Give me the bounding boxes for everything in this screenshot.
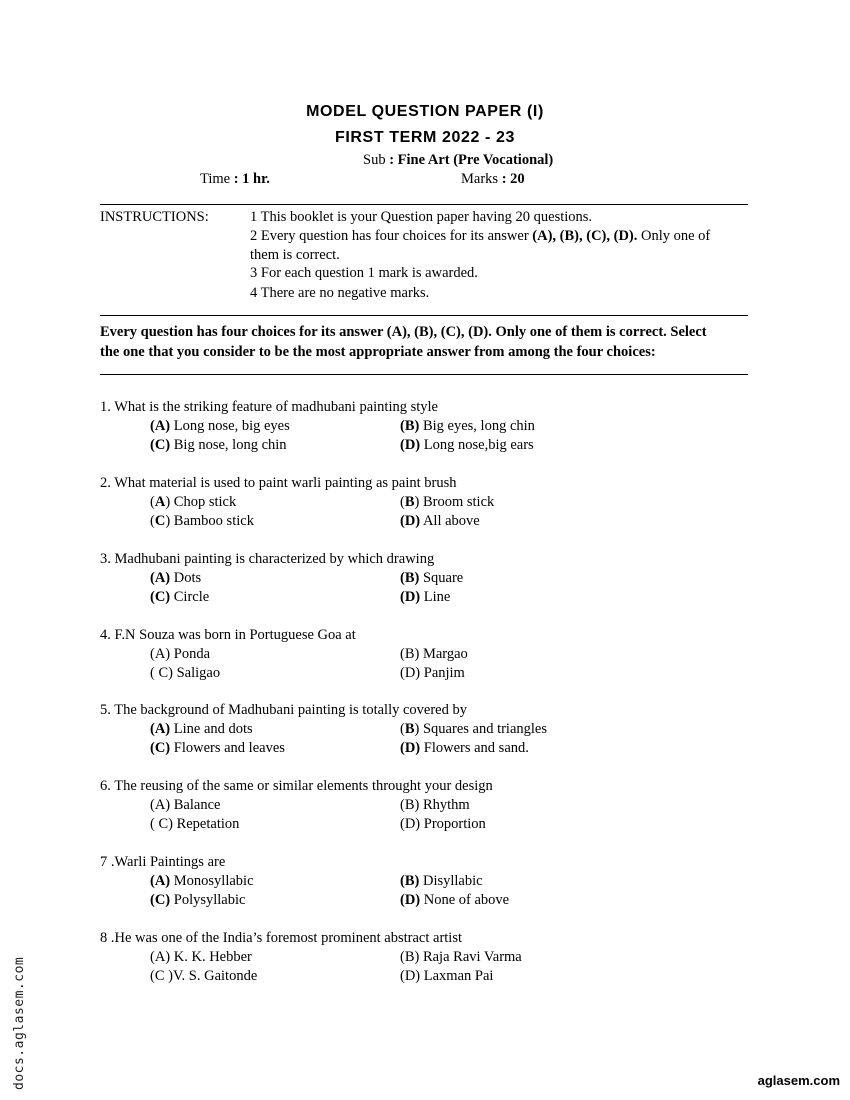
option-key: (B): [400, 570, 420, 586]
option-row: [100, 739, 750, 758]
option-a: [150, 872, 254, 891]
option-row: [100, 815, 750, 834]
option-key: (A): [150, 873, 171, 889]
option-d: [400, 512, 480, 531]
question-6: [100, 777, 750, 834]
option-text: None of above: [420, 892, 510, 908]
option-c: (C )V. S. Gaitonde: [150, 968, 258, 984]
option-row: [100, 872, 750, 891]
option-b: [400, 569, 463, 588]
option-text: Broom stick: [419, 494, 495, 510]
option-d: [400, 436, 534, 455]
time-label: Time: [200, 171, 231, 187]
option-b: (B) Raja Ravi Varma: [400, 949, 522, 965]
option-text: Flowers and leaves: [170, 740, 285, 756]
option-key: (C): [150, 740, 171, 756]
option-d: (D) Panjim: [400, 665, 465, 681]
paper-title: MODEL QUESTION PAPER (I): [306, 103, 544, 120]
question-5: [100, 701, 750, 758]
option-paren: ): [414, 721, 420, 737]
marks-label: Marks: [461, 171, 499, 187]
option-paren: (: [400, 494, 405, 510]
option-b: [400, 872, 483, 891]
instruction-2-cont: them is correct.: [250, 247, 340, 263]
option-text: Line: [420, 589, 451, 605]
option-c: [150, 512, 254, 531]
divider-1: [100, 204, 748, 205]
option-paren: ): [165, 513, 171, 529]
instruction-4: 4 There are no negative marks.: [250, 285, 430, 301]
option-row: [100, 720, 750, 739]
option-text: Long nose,big ears: [420, 437, 534, 453]
option-text: Line and dots: [170, 721, 253, 737]
option-key: A: [154, 494, 166, 510]
option-key: (A): [150, 570, 171, 586]
option-b: [400, 417, 535, 436]
option-key: B: [404, 494, 415, 510]
question-2: [100, 474, 750, 531]
option-c: [150, 739, 285, 758]
option-text: Monosyllabic: [170, 873, 254, 889]
option-c: [150, 891, 245, 910]
footer-watermark: aglasem.com: [757, 1073, 840, 1088]
option-text: Big nose, long chin: [170, 437, 287, 453]
option-key: (C): [150, 892, 171, 908]
option-paren: (: [150, 494, 155, 510]
option-paren: (: [400, 721, 405, 737]
question-3: [100, 550, 750, 607]
option-key: (C): [150, 589, 171, 605]
instruction-1: 1 This booklet is your Question paper having 20 questions.: [250, 209, 593, 225]
option-a: [150, 720, 253, 739]
option-key: (B): [400, 418, 420, 434]
option-text: Dots: [170, 570, 202, 586]
question-stem: 8 .He was one of the India’s foremost prominent abstract artist: [100, 930, 462, 946]
option-d: (D) Proportion: [400, 816, 486, 832]
option-b: (B) Margao: [400, 646, 468, 662]
general-note-line-2: the one that you consider to be the most appropriate answer from among the four choices:: [100, 344, 656, 360]
option-key: C: [154, 513, 166, 529]
option-text: All above: [420, 513, 480, 529]
option-key: (C): [150, 437, 171, 453]
option-paren: ): [165, 494, 171, 510]
subject-value: : Fine Art (Pre Vocational): [389, 152, 554, 168]
option-c: ( C) Repetation: [150, 816, 240, 832]
option-row: [100, 948, 750, 967]
option-text: Flowers and sand.: [420, 740, 529, 756]
instruction-3: 3 For each question 1 mark is awarded.: [250, 265, 478, 281]
option-text: Squares and triangles: [419, 721, 548, 737]
time-value: : 1 hr.: [233, 171, 270, 187]
option-row: [100, 967, 750, 986]
question-stem: 6. The reusing of the same or similar elements throught your design: [100, 778, 493, 794]
option-d: [400, 891, 509, 910]
question-stem: 4. F.N Souza was born in Portuguese Goa at: [100, 627, 356, 643]
time-line: [200, 171, 270, 188]
option-key: (D): [400, 589, 421, 605]
option-paren: ): [414, 494, 420, 510]
instruction-2-text: 2 Every question has four choices for its answer: [250, 228, 533, 244]
option-key: (A): [150, 418, 171, 434]
option-text: Chop stick: [170, 494, 237, 510]
option-b: [400, 493, 494, 512]
option-row: [100, 645, 750, 664]
option-b: [400, 720, 547, 739]
instructions-label: INSTRUCTIONS:: [100, 209, 209, 225]
option-row: [100, 664, 750, 683]
option-key: (D): [400, 513, 421, 529]
question-stem: 2. What material is used to paint warli painting as paint brush: [100, 475, 457, 491]
option-d: [400, 739, 529, 758]
question-7: [100, 853, 750, 910]
option-a: [150, 493, 236, 512]
option-row: [100, 417, 750, 436]
option-paren: (: [150, 513, 155, 529]
option-text: Square: [419, 570, 464, 586]
option-a: (A) Balance: [150, 797, 221, 813]
option-c: ( C) Saligao: [150, 665, 221, 681]
term-title: FIRST TERM 2022 - 23: [334, 129, 516, 146]
option-text: Circle: [170, 589, 210, 605]
option-row: [100, 796, 750, 815]
question-1: [100, 398, 750, 455]
subject-label: Sub: [363, 152, 386, 168]
subject-line: [363, 152, 553, 169]
marks-line: [461, 171, 525, 188]
question-stem: 3. Madhubani painting is characterized by which drawing: [100, 551, 435, 567]
question-8: [100, 929, 750, 986]
option-key: (B): [400, 873, 420, 889]
option-text: Disyllabic: [419, 873, 483, 889]
option-key: (A): [150, 721, 171, 737]
option-row: [100, 569, 750, 588]
option-row: [100, 493, 750, 512]
option-row: [100, 436, 750, 455]
instruction-2: [250, 228, 710, 245]
divider-3: [100, 374, 748, 375]
option-key: (D): [400, 740, 421, 756]
question-stem: 1. What is the striking feature of madhubani painting style: [100, 399, 438, 415]
option-text: Long nose, big eyes: [170, 418, 290, 434]
option-b: (B) Rhythm: [400, 797, 470, 813]
question-stem: 7 .Warli Paintings are: [100, 854, 226, 870]
option-text: Bamboo stick: [170, 513, 254, 529]
option-key: (D): [400, 892, 421, 908]
option-a: [150, 569, 201, 588]
option-a: (A) Ponda: [150, 646, 211, 662]
option-c: [150, 436, 287, 455]
option-a: [150, 417, 290, 436]
side-watermark: docs.aglasem.com: [12, 956, 27, 1090]
option-key: B: [404, 721, 415, 737]
divider-2: [100, 315, 748, 316]
instruction-2-choices: (A), (B), (C), (D).: [532, 228, 638, 244]
marks-value: : 20: [501, 171, 525, 187]
general-note-line-1: Every question has four choices for its answer (A), (B), (C), (D). Only one of them is correct. Select: [100, 324, 707, 340]
question-4: [100, 626, 750, 683]
option-d: [400, 588, 450, 607]
option-text: Polysyllabic: [170, 892, 246, 908]
question-stem: 5. The background of Madhubani painting is totally covered by: [100, 702, 467, 718]
option-c: [150, 588, 209, 607]
option-row: [100, 891, 750, 910]
option-d: (D) Laxman Pai: [400, 968, 494, 984]
option-row: [100, 512, 750, 531]
instruction-2-tail: Only one of: [637, 228, 711, 244]
option-text: Big eyes, long chin: [419, 418, 535, 434]
option-key: (D): [400, 437, 421, 453]
option-row: [100, 588, 750, 607]
option-a: (A) K. K. Hebber: [150, 949, 252, 965]
